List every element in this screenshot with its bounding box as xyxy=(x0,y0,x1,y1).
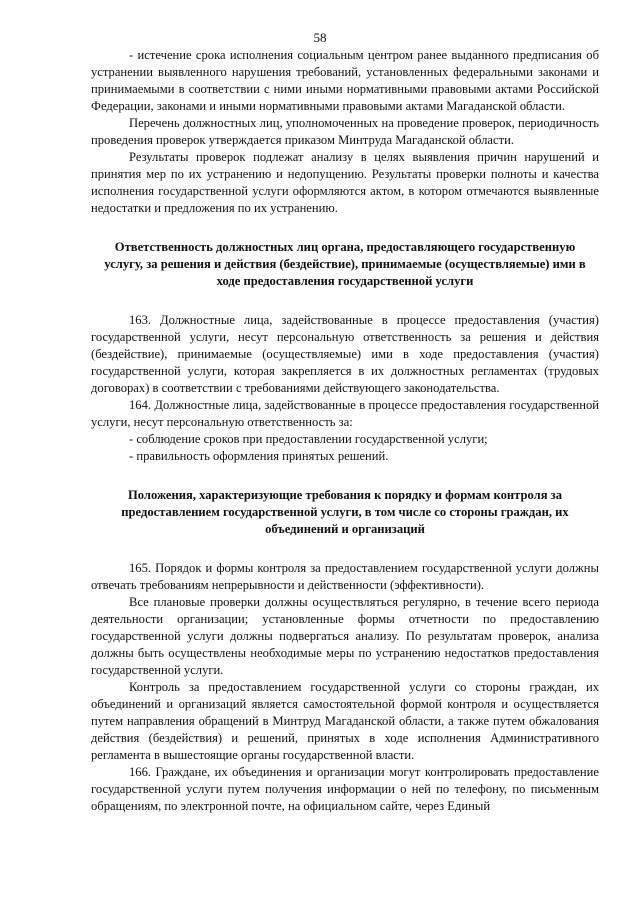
paragraph-citizen-control: Контроль за предоставлением государственной услуги со стороны граждан, их объединений и организаций является самостоятельной формой контроля и осуществляется путем направления обращений в Минтруд Магаданской области, а также путем обжалования действия (бездействия) и решений, принятых в ходе исполнения Административного регламента в вышестоящие органы государственной власти. xyxy=(91,680,599,762)
paragraph-inspection-results: Результаты проверок подлежат анализу в целях выявления причин нарушений и принятия мер по их устранению и недопущению. Результаты проверки полноты и качества исполнения государственной услуги оформляются актом, в котором отмечаются выявленные недостатки и предложения по их устранению. xyxy=(91,150,599,215)
paragraph-inspectors-list: Перечень должностных лиц, уполномоченных на проведение проверок, периодичность проведения проверок утверждается приказом Минтруда Магаданской области. xyxy=(91,116,599,147)
document-body xyxy=(91,47,599,815)
paragraph-165: 165. Порядок и формы контроля за предоставлением государственной услуги должны отвечать требованиям непрерывности и действенности (эффективности). xyxy=(91,561,599,592)
paragraph-166: 166. Граждане, их объединения и организации могут контролировать предоставление государственной услуги путем получения информации о ней по телефону, по письменным обращениям, по электронной почте, на официальном сайте, через Единый xyxy=(91,765,599,813)
paragraph-planned-inspections: Все плановые проверки должны осуществляться регулярно, в течение всего периода деятельности организации; установленные формы отчетности по предоставлению государственной услуги должны подвергаться анализу. По результатам проверок, анализа должны быть осуществлены необходимые меры по устранению недостатков предоставления государственной услуги. xyxy=(91,595,599,677)
paragraph-163: 163. Должностные лица, задействованные в процессе предоставления (участия) государственной услуги, несут персональную ответственность за решения и действия (бездействие), принимаемые (осуществляемые) ими в ходе предоставления (участия) государственной услуги, которая закрепляется в их должностных регламентах (трудовых договорах) в соответствии с требованиями действующего законодательства. xyxy=(91,313,599,395)
paragraph-expiry-clause: - истечение срока исполнения социальным центром ранее выданного предписания об устранении выявленного нарушения требований, установленных федеральными законами и принимаемыми в соответствии с ними иными нормативными правовыми актами Российской Федерации, законами и иными нормативными правовыми актами Магаданской области. xyxy=(91,48,599,113)
section-heading-responsibility: Ответственность должностных лиц органа, предоставляющего государственную услугу, за решения и действия (бездействие), принимаемые (осуществляемые) ими в ходе предоставления государственной услуги xyxy=(104,240,586,288)
section-heading-control: Положения, характеризующие требования к порядку и формам контроля за предоставлением государственной услуги, в том числе со стороны граждан, их объединений и организаций xyxy=(121,488,569,536)
list-item-decisions: - правильность оформления принятых решений. xyxy=(129,449,389,463)
page-number: 58 xyxy=(313,30,327,45)
paragraph-164: 164. Должностные лица, задействованные в процессе предоставления государственной услуги, несут персональную ответственность за: xyxy=(91,398,599,429)
list-item-deadlines: - соблюдение сроков при предоставлении государственной услуги; xyxy=(129,432,488,446)
